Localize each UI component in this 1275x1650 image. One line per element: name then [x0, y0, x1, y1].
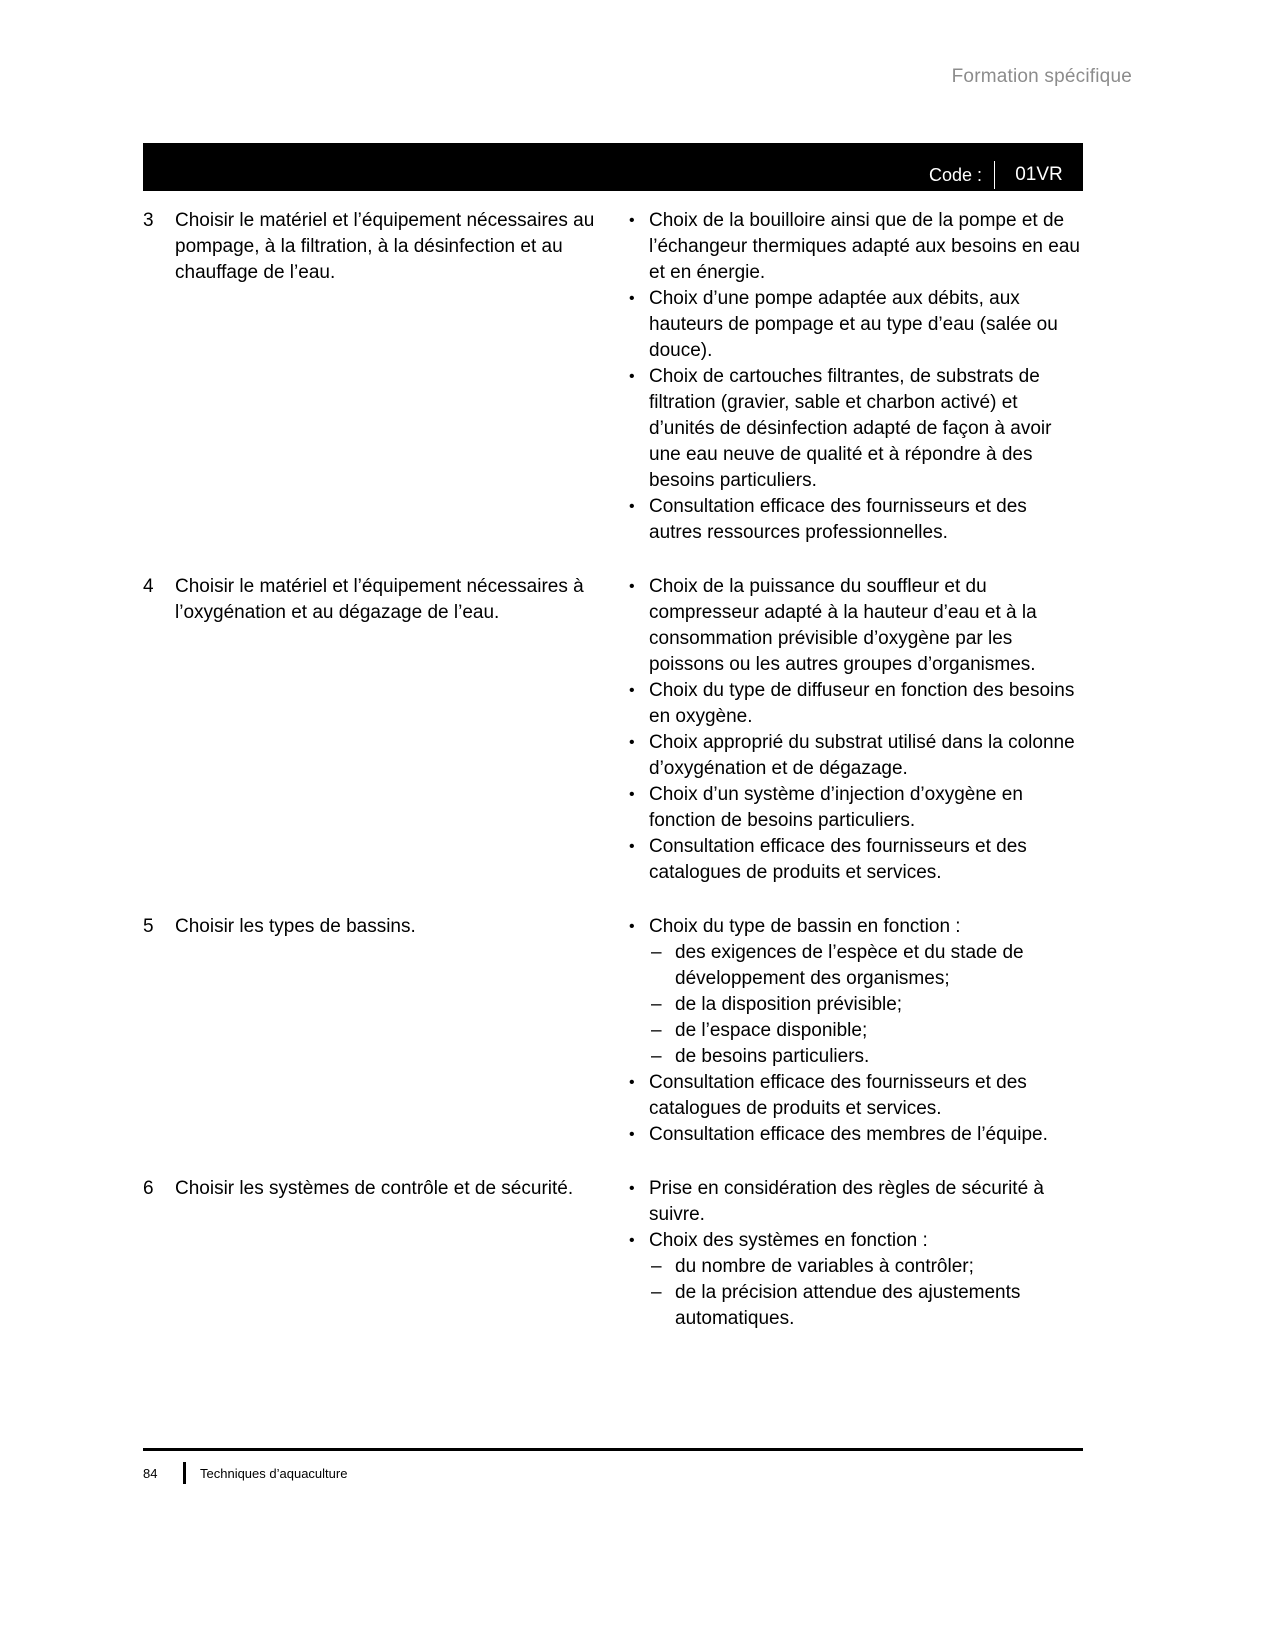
sub-criteria-item: [649, 992, 1083, 1018]
criteria-text: Choix d’une pompe adaptée aux débits, aux hauteurs de pompage et au type d’eau (salée ou douce).: [649, 288, 1058, 361]
bullet-icon: •: [629, 1074, 635, 1091]
sub-criteria-text: de la précision attendue des ajustements automatiques.: [675, 1282, 1021, 1329]
footer-divider: [143, 1448, 1083, 1451]
criteria-cell: [613, 208, 1083, 546]
criteria-text: Choix de la puissance du souffleur et du compresseur adapté à la hauteur d’eau et à la consommation prévisible d’oxygène par les poissons ou les autres groupes d’organismes.: [649, 576, 1037, 675]
footer-tick-mark: [183, 1462, 186, 1484]
sub-criteria-item: [649, 940, 1083, 992]
bullet-icon: •: [629, 578, 635, 595]
code-bar-inner: [143, 159, 1083, 191]
criteria-cell: [613, 574, 1083, 886]
criteria-text: Consultation efficace des fournisseurs et des autres ressources professionnelles.: [649, 496, 1027, 543]
table-row: [143, 914, 1083, 1148]
bullet-icon: •: [629, 786, 635, 803]
criteria-list: [623, 574, 1083, 886]
criteria-item: [623, 782, 1083, 834]
bullet-icon: •: [629, 1232, 635, 1249]
criteria-item: [623, 494, 1083, 546]
sub-criteria-text: de l’espace disponible;: [675, 1020, 868, 1041]
task-number: 4: [143, 576, 154, 597]
criteria-text: Choix du type de bassin en fonction :: [649, 916, 961, 937]
criteria-item: [623, 208, 1083, 286]
sub-criteria-text: du nombre de variables à contrôler;: [675, 1256, 974, 1277]
bullet-icon: •: [629, 290, 635, 307]
criteria-list: [623, 914, 1083, 1148]
dash-icon: –: [651, 1046, 662, 1067]
criteria-item: [623, 1070, 1083, 1122]
sub-criteria-list: [649, 940, 1083, 1070]
criteria-item: [623, 364, 1083, 494]
competency-table: [143, 208, 1083, 1360]
sub-criteria-item: [649, 1254, 1083, 1280]
criteria-item: [623, 1228, 1083, 1332]
task-cell: [143, 1176, 613, 1332]
table-row: [143, 208, 1083, 546]
dash-icon: –: [651, 1282, 662, 1303]
bullet-icon: •: [629, 918, 635, 935]
sub-criteria-item: [649, 1018, 1083, 1044]
criteria-text: Consultation efficace des membres de l’équipe.: [649, 1124, 1048, 1145]
task-number: 3: [143, 210, 154, 231]
criteria-text: Choix du type de diffuseur en fonction des besoins en oxygène.: [649, 680, 1075, 727]
task-text: Choisir les systèmes de contrôle et de sécurité.: [175, 1178, 574, 1199]
criteria-text: Consultation efficace des fournisseurs et des catalogues de produits et services.: [649, 836, 1027, 883]
code-value: 01VR: [1015, 164, 1063, 185]
page-footer: [143, 1460, 1083, 1486]
criteria-item: [623, 914, 1083, 1070]
task-cell: [143, 574, 613, 886]
criteria-item: [623, 1176, 1083, 1228]
criteria-text: Prise en considération des règles de sécurité à suivre.: [649, 1178, 1045, 1225]
criteria-item: [623, 678, 1083, 730]
criteria-text: Choix d’un système d’injection d’oxygène en fonction de besoins particuliers.: [649, 784, 1023, 831]
bullet-icon: •: [629, 212, 635, 229]
criteria-text: Choix des systèmes en fonction :: [649, 1230, 928, 1251]
table-row: [143, 1176, 1083, 1332]
footer-page-number: 84: [143, 1465, 158, 1481]
bullet-icon: •: [629, 682, 635, 699]
sub-criteria-item: [649, 1044, 1083, 1070]
task-number: 5: [143, 916, 154, 937]
page-header-title: Formation spécifique: [951, 66, 1132, 87]
criteria-text: Consultation efficace des fournisseurs et des catalogues de produits et services.: [649, 1072, 1027, 1119]
sub-criteria-text: de besoins particuliers.: [675, 1046, 870, 1067]
criteria-text: Choix approprié du substrat utilisé dans la colonne d’oxygénation et de dégazage.: [649, 732, 1075, 779]
task-text: Choisir le matériel et l’équipement nécessaires au pompage, à la filtration, à la désinfection et au chauffage de l’eau.: [175, 210, 595, 283]
bullet-icon: •: [629, 368, 635, 385]
dash-icon: –: [651, 1256, 662, 1277]
footer-document-title: Techniques d’aquaculture: [200, 1465, 348, 1481]
criteria-text: Choix de cartouches filtrantes, de substrats de filtration (gravier, sable et charbon activé) et d’unités de désinfection adapté de façon à avoir une eau neuve de qualité et à répondre à des besoins particuliers.: [649, 366, 1052, 491]
task-cell: [143, 208, 613, 546]
task-text: Choisir les types de bassins.: [175, 916, 416, 937]
criteria-item: [623, 1122, 1083, 1148]
task-cell: [143, 914, 613, 1148]
criteria-item: [623, 574, 1083, 678]
sub-criteria-item: [649, 1280, 1083, 1332]
criteria-item: [623, 286, 1083, 364]
criteria-item: [623, 730, 1083, 782]
dash-icon: –: [651, 994, 662, 1015]
table-row: [143, 574, 1083, 886]
bullet-icon: •: [629, 1180, 635, 1197]
bullet-icon: •: [629, 498, 635, 515]
criteria-item: [623, 834, 1083, 886]
task-text: Choisir le matériel et l’équipement nécessaires à l’oxygénation et au dégazage de l’eau.: [175, 576, 584, 623]
code-bar: [143, 143, 1083, 191]
code-label: Code :: [928, 164, 982, 185]
criteria-list: [623, 208, 1083, 546]
sub-criteria-text: de la disposition prévisible;: [675, 994, 903, 1015]
sub-criteria-text: des exigences de l’espèce et du stade de développement des organismes;: [675, 942, 1024, 989]
criteria-cell: [613, 1176, 1083, 1332]
bullet-icon: •: [629, 1126, 635, 1143]
criteria-cell: [613, 914, 1083, 1148]
dash-icon: –: [651, 942, 662, 963]
bullet-icon: •: [629, 734, 635, 751]
task-number: 6: [143, 1178, 154, 1199]
criteria-text: Choix de la bouilloire ainsi que de la pompe et de l’échangeur thermiques adapté aux besoins en eau et en énergie.: [649, 210, 1080, 283]
sub-criteria-list: [649, 1254, 1083, 1332]
criteria-list: [623, 1176, 1083, 1332]
dash-icon: –: [651, 1020, 662, 1041]
bullet-icon: •: [629, 838, 635, 855]
